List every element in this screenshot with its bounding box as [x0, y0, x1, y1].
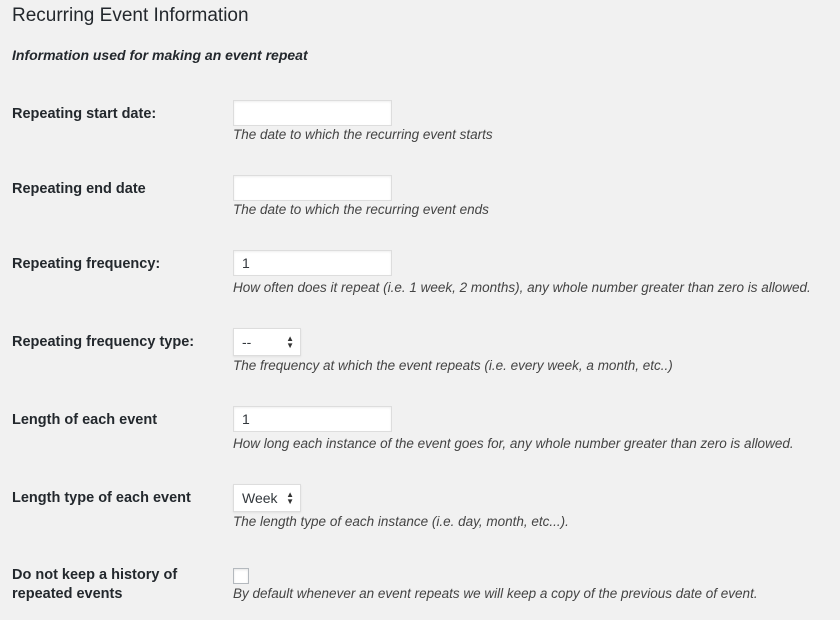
end-date-input[interactable] — [233, 175, 392, 201]
length-type-label: Length type of each event — [12, 490, 191, 506]
end-date-label: Repeating end date — [12, 181, 146, 197]
frequency-label: Repeating frequency: — [12, 256, 161, 272]
frequency-type-description: The frequency at which the event repeats (i.e. every week, a month, etc..) — [233, 358, 673, 373]
no-history-label-line1: Do not keep a history of — [12, 567, 178, 583]
select-arrows-icon: ▲ ▼ — [286, 490, 294, 506]
select-arrows-icon: ▲ ▼ — [286, 334, 294, 350]
length-type-selected-value: Week — [242, 490, 278, 506]
length-type-select[interactable] — [233, 484, 301, 512]
end-date-description: The date to which the recurring event ends — [233, 202, 489, 217]
start-date-description: The date to which the recurring event starts — [233, 127, 493, 142]
section-title: Recurring Event Information — [12, 5, 249, 26]
length-type-description: The length type of each instance (i.e. day, month, etc...). — [233, 514, 569, 529]
frequency-description: How often does it repeat (i.e. 1 week, 2 months), any whole number greater than zero is allowed. — [233, 280, 811, 295]
section-subtitle: Information used for making an event repeat — [12, 47, 308, 63]
frequency-input[interactable] — [233, 250, 392, 276]
frequency-type-selected-value: -- — [242, 334, 252, 350]
no-history-label-line2: repeated events — [12, 586, 123, 602]
frequency-type-label: Repeating frequency type: — [12, 334, 195, 350]
event-length-description: How long each instance of the event goes for, any whole number greater than zero is allowed. — [233, 436, 794, 451]
event-length-input[interactable] — [233, 406, 392, 432]
no-history-checkbox[interactable] — [233, 568, 249, 584]
event-length-label: Length of each event — [12, 412, 158, 428]
no-history-description: By default whenever an event repeats we will keep a copy of the previous date of event. — [233, 586, 758, 601]
start-date-label: Repeating start date: — [12, 106, 157, 122]
no-history-label — [12, 566, 212, 604]
frequency-type-select[interactable] — [233, 328, 301, 356]
start-date-input[interactable] — [233, 100, 392, 126]
